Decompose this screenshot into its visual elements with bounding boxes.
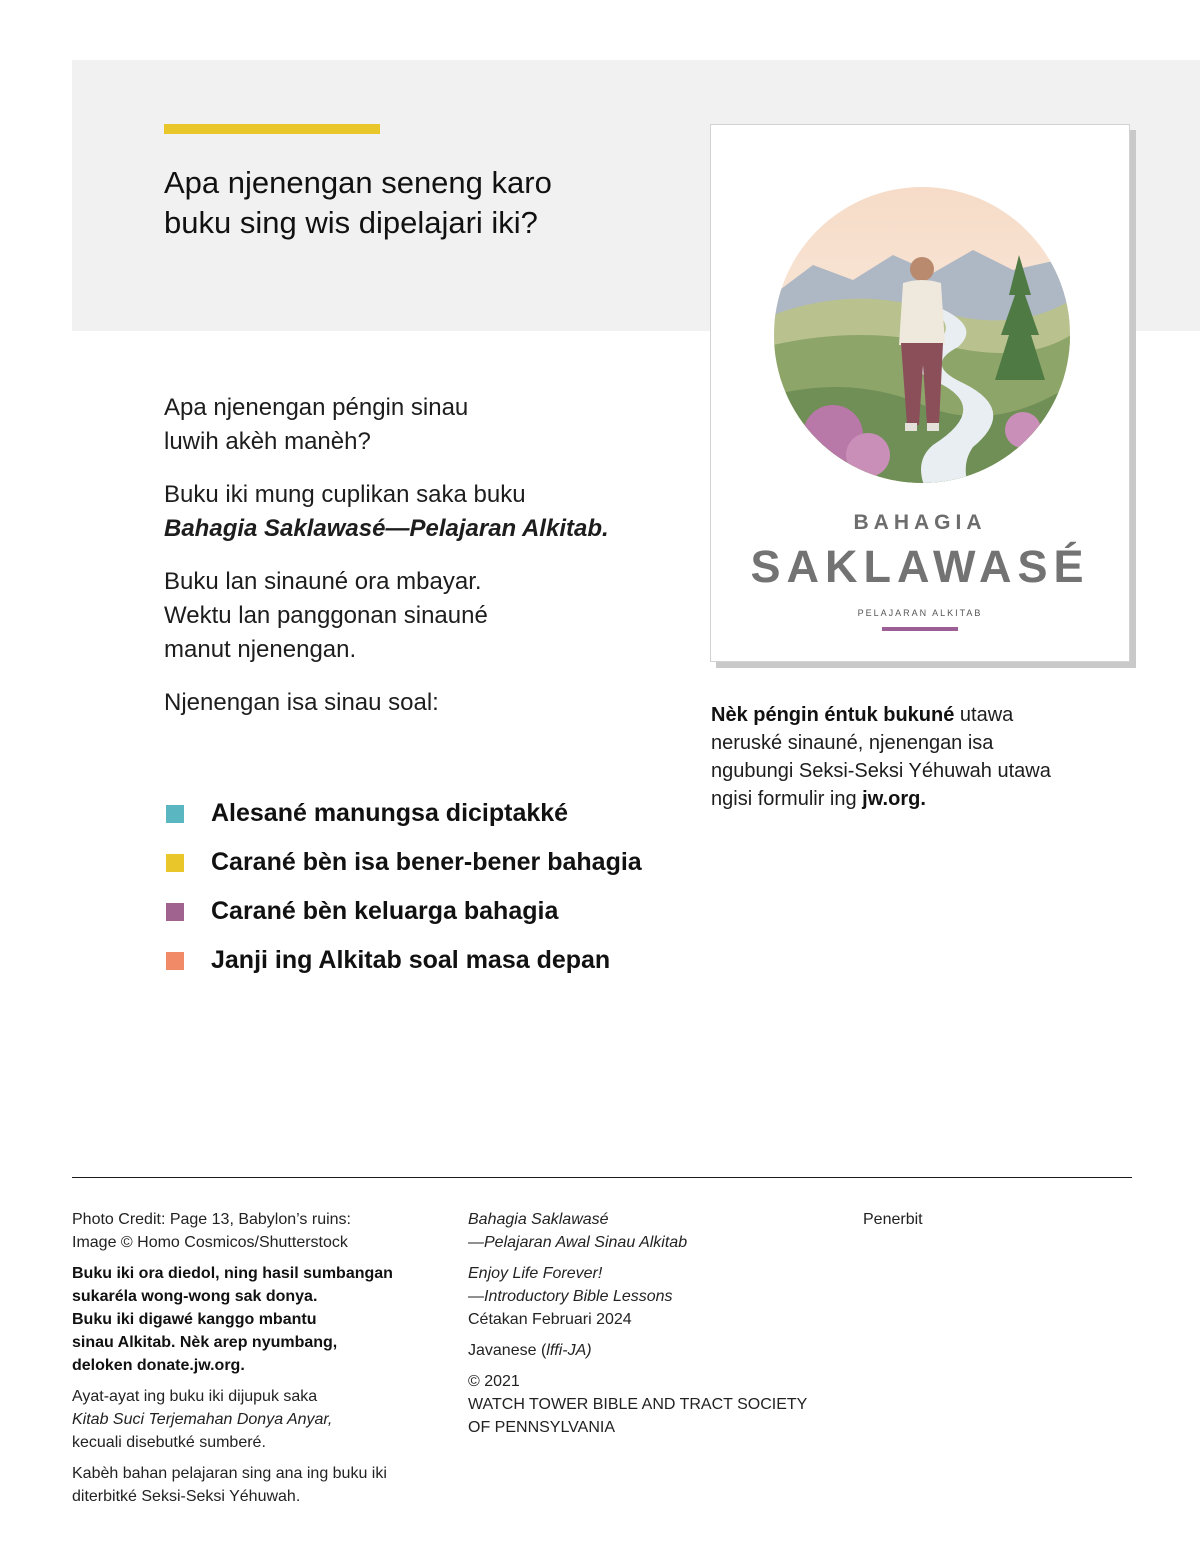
order-info: Nèk péngin éntuk bukuné utawa neruské sinauné, njenengan isa ngubungi Seksi-Seksi Yéhuwah utawa ngisi formulir ing jw.org.	[711, 704, 1051, 810]
cover-subtitle: PELAJARAN ALKITAB	[857, 608, 983, 618]
language-code: Javanese (lffi-JA)	[468, 1342, 592, 1359]
square-bullet-icon	[166, 903, 184, 921]
list-item: Carané bèn isa bener-bener bahagia	[164, 845, 704, 894]
square-bullet-icon	[166, 854, 184, 872]
square-bullet-icon	[166, 805, 184, 823]
book-title: Bahagia Saklawasé —Pelajaran Awal Sinau Alkitab	[468, 1211, 688, 1251]
intro-free: Buku lan sinauné ora mbayar. Wektu lan panggonan sinauné manut njenengan.	[164, 568, 488, 663]
footer-divider	[72, 1177, 1132, 1178]
man-walking-on-path-icon	[773, 185, 1071, 523]
intro-text	[164, 391, 684, 739]
cover-title-top: BAHAGIA	[853, 511, 987, 534]
topic-list	[164, 796, 704, 992]
list-item: Alesané manungsa diciptakké	[164, 796, 704, 845]
page-title: Apa njenengan seneng karo buku sing wis dipelajari iki?	[164, 165, 552, 240]
cover-underline	[882, 627, 958, 631]
intro-question: Apa njenengan péngin sinau luwih akèh manèh?	[164, 394, 469, 455]
publisher-note: Kabèh bahan pelajaran sing ana ing buku iki diterbitké Seksi-Seksi Yéhuwah.	[72, 1465, 387, 1505]
photo-credit: Photo Credit: Page 13, Babylon’s ruins: Image © Homo Cosmicos/Shutterstock	[72, 1211, 351, 1251]
square-bullet-icon	[166, 952, 184, 970]
list-item: Carané bèn keluarga bahagia	[164, 894, 704, 943]
donation-note: Buku iki ora diedol, ning hasil sumbangan sukaréla wong-wong sak donya. Buku iki digawé kanggo mbantu sinau Alkitab. Nèk arep nyumbang, deloken donate.jw.org.	[72, 1265, 393, 1374]
copyright: © 2021 WATCH TOWER BIBLE AND TRACT SOCIETY OF PENNSYLVANIA	[468, 1373, 808, 1436]
footer-col-publisher	[863, 1208, 1103, 1239]
intro-excerpt: Buku iki mung cuplikan saka buku Bahagia Saklawasé—Pelajaran Alkitab.	[164, 481, 609, 542]
cover-title-main: SAKLAWASÉ	[750, 541, 1090, 592]
jw-org-link[interactable]: jw.org.	[862, 788, 926, 810]
publisher-label: Penerbit	[863, 1211, 923, 1228]
footer-col-edition	[468, 1208, 828, 1447]
list-item: Janji ing Alkitab soal masa depan	[164, 943, 704, 992]
verses-note: Ayat-ayat ing buku iki dijupuk saka Kitab Suci Terjemahan Donya Anyar, kecuali disebutké sumberé.	[72, 1388, 333, 1451]
book-cover	[710, 124, 1130, 662]
footer-col-credits	[72, 1208, 432, 1516]
accent-bar	[164, 124, 380, 134]
english-title: Enjoy Life Forever! —Introductory Bible Lessons Cétakan Februari 2024	[468, 1265, 673, 1328]
intro-topics-lead: Njenengan isa sinau soal:	[164, 689, 439, 716]
